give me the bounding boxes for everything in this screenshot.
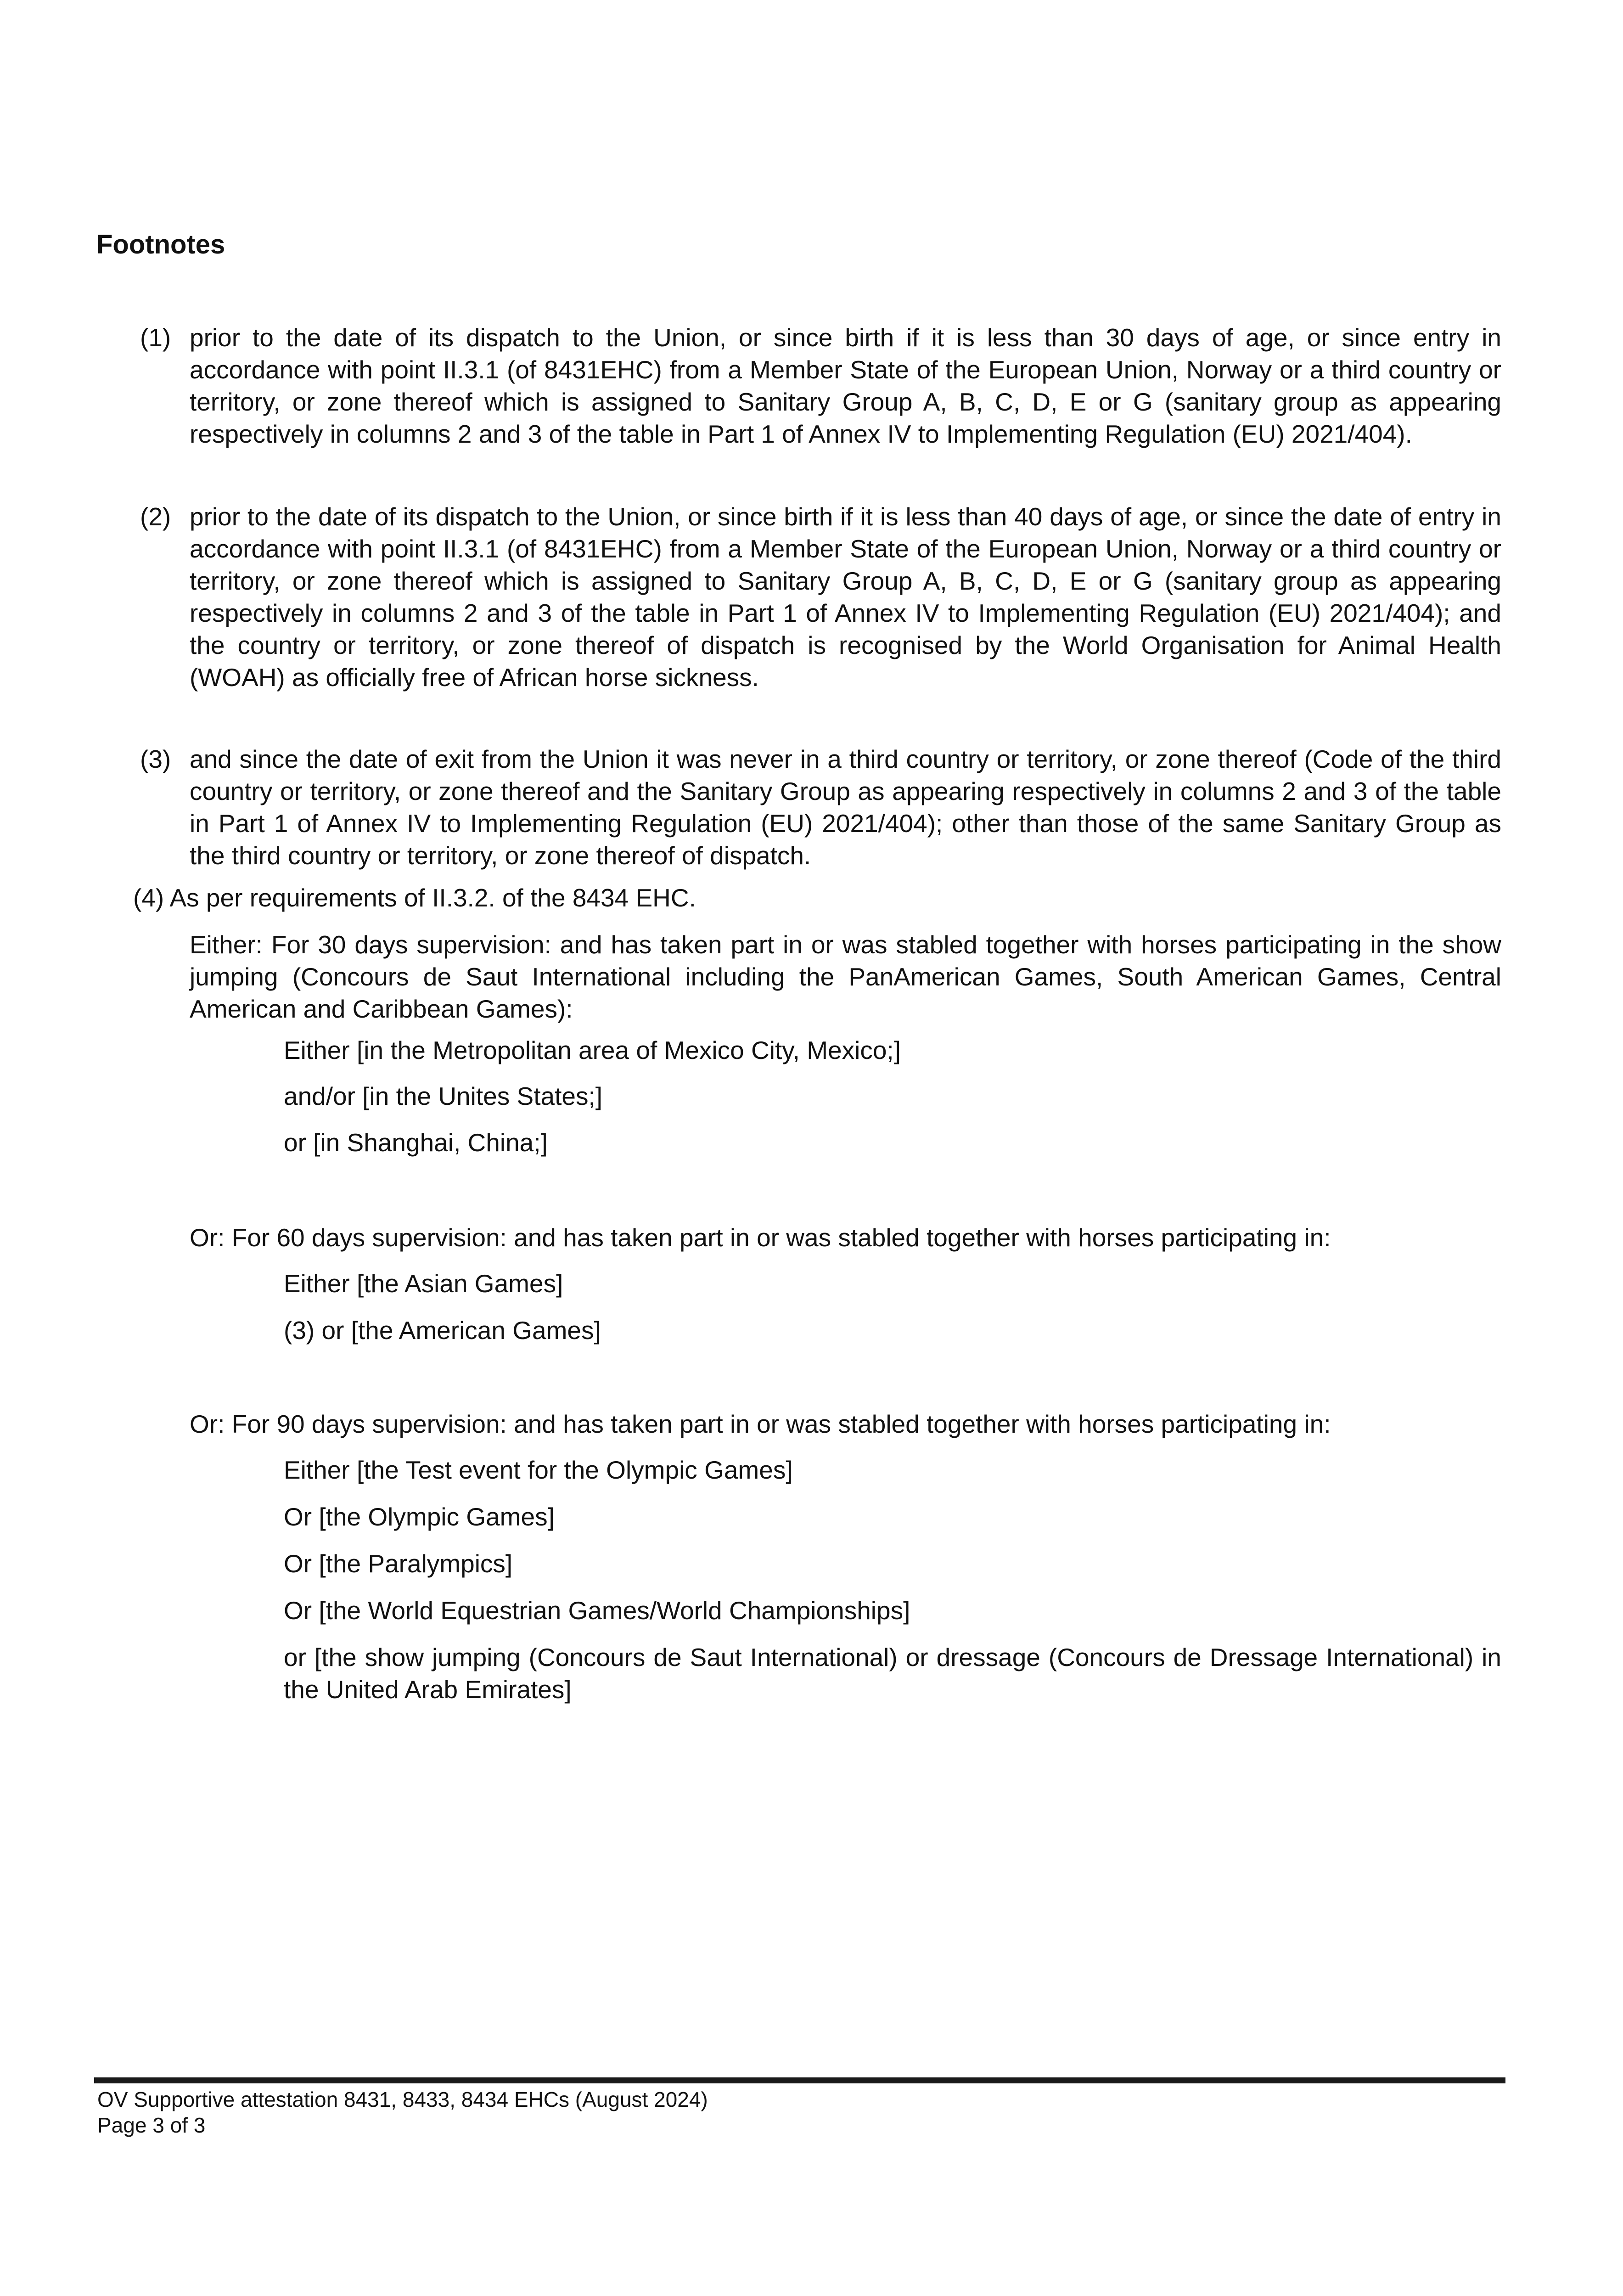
footnote-number: (2)	[140, 502, 171, 531]
footnote-3	[140, 743, 1501, 872]
option-90-item: Or [the World Equestrian Games/World Championships]	[284, 1596, 910, 1625]
option-60-item: (3) or [the American Games]	[284, 1316, 601, 1345]
option-30-item: or [in Shanghai, China;]	[284, 1128, 548, 1157]
option-90-days: Or: For 90 days supervision: and has taken part in or was stabled together with horses participating in:	[190, 1410, 1331, 1438]
option-30-days: Either: For 30 days supervision: and has taken part in or was stabled together with horses participating in the show jumping (Concours de Saut International including the PanAmerican Games, South American Games, Central American and Caribbean Games):	[190, 930, 1501, 1023]
option-90-item: or [the show jumping (Concours de Saut International) or dressage (Concours de Dressage International) in the United Arab Emirates]	[284, 1643, 1501, 1704]
option-30-item: and/or [in the Unites States;]	[284, 1082, 602, 1110]
footnote-text: and since the date of exit from the Union it was never in a third country or territory, or zone thereof (Code of the third country or territory, or zone thereof and the Sanitary Group as appearing respectively in columns 2 and 3 of the table in Part 1 of Annex IV to Implementing Regulation (EU) 2021/404); other than those of the same Sanitary Group as the third country or territory, or zone thereof of dispatch.	[190, 745, 1501, 870]
footnote-text: prior to the date of its dispatch to the Union, or since birth if it is less than 30 days of age, or since entry in accordance with point II.3.1 (of 8431EHC) from a Member State of the European Union, Norway or a third country or territory, or zone thereof which is assigned to Sanitary Group A, B, C, D, E or G (sanitary group as appearing respectively in columns 2 and 3 of the table in Part 1 of Annex IV to Implementing Regulation (EU) 2021/404).	[190, 323, 1501, 448]
option-60-days: Or: For 60 days supervision: and has taken part in or was stabled together with horses participating in:	[190, 1223, 1331, 1252]
footnote-text: prior to the date of its dispatch to the Union, or since birth if it is less than 40 days of age, or since the date of entry in accordance with point II.3.1 (of 8431EHC) from a Member State of the European Union, Norway or a third country or territory, or zone thereof which is assigned to Sanitary Group A, B, C, D, E or G (sanitary group as appearing respectively in columns 2 and 3 of the table in Part 1 of Annex IV to Implementing Regulation (EU) 2021/404); and the country or territory, or zone thereof of dispatch is recognised by the World Organisation for Animal Health (WOAH) as officially free of African horse sickness.	[190, 502, 1501, 692]
option-90-item: Either [the Test event for the Olympic Games]	[284, 1456, 793, 1484]
footnotes-heading: Footnotes	[96, 230, 225, 259]
footnote-1	[140, 321, 1501, 450]
option-30-item: Either [in the Metropolitan area of Mexico City, Mexico;]	[284, 1036, 901, 1064]
footnote-2	[140, 501, 1501, 693]
footer-page-number: Page 3 of 3	[97, 2113, 206, 2137]
footer-document-title: OV Supportive attestation 8431, 8433, 8434 EHCs (August 2024)	[97, 2088, 708, 2111]
option-60-item: Either [the Asian Games]	[284, 1269, 563, 1298]
option-90-item: Or [the Olympic Games]	[284, 1503, 555, 1531]
footnote-number: (3)	[140, 745, 171, 773]
footer-divider	[94, 2077, 1505, 2083]
footnote-number: (1)	[140, 323, 171, 352]
footnote-4-intro: (4) As per requirements of II.3.2. of the 8434 EHC.	[133, 884, 696, 912]
option-90-item: Or [the Paralympics]	[284, 1549, 513, 1578]
